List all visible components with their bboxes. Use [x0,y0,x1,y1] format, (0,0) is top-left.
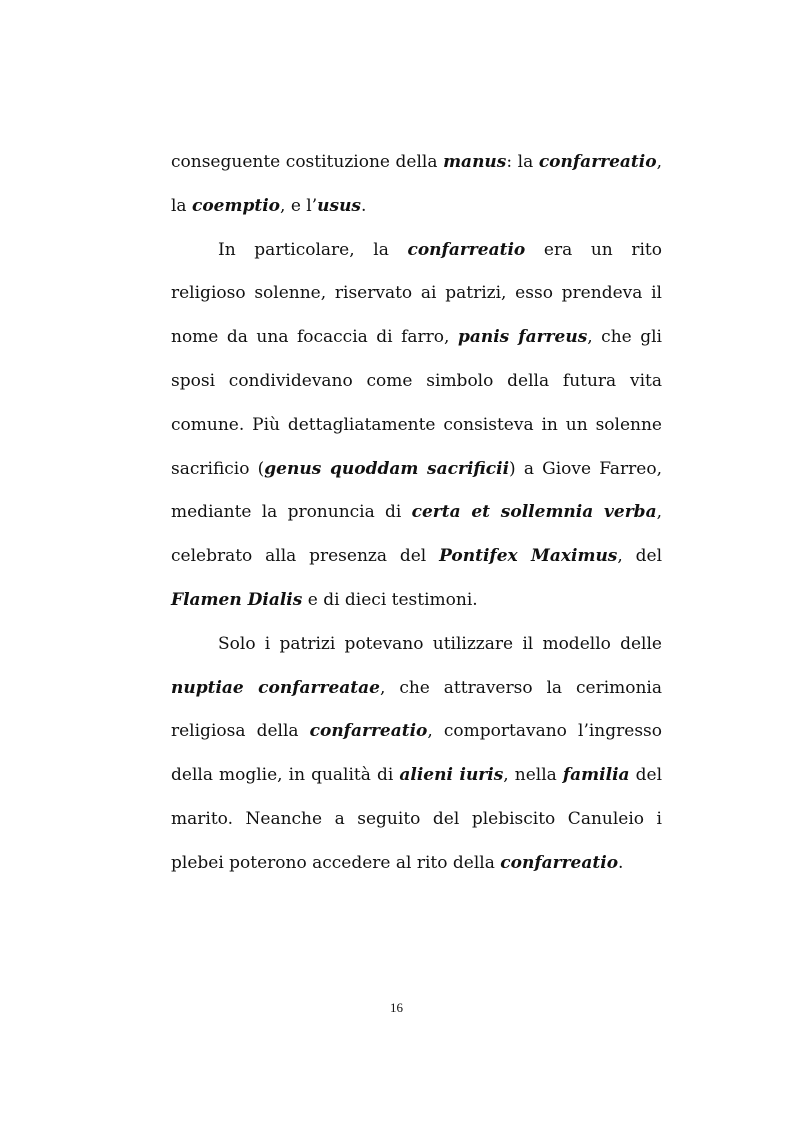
latin-term: nuptiae confarreatae [171,677,380,698]
text-run: , che gli sposi condividevano come simbolo della futura vita comune. Più dettagliatamente consisteva in un solenne sacrificio ( [171,327,662,479]
paragraph-2 [171,229,662,623]
text-run: . [361,195,367,216]
text-run: ) a Giove Farreo, mediante la pronuncia di [171,458,662,523]
latin-term: alieni iuris [399,765,504,786]
latin-term: panis farreus [457,327,588,348]
latin-term: confarreatio [309,721,428,742]
text-run: , comportavano l’ingresso della moglie, in qualità di [171,721,662,786]
latin-term: manus [443,152,507,172]
text-run: In particolare, la [218,239,408,260]
text-run: Solo i patrizi potevano utilizzare il modello delle [218,633,662,654]
text-run: . [618,852,624,873]
latin-term: usus [317,195,362,216]
text-run: : la [506,152,539,172]
text-run: , la [171,152,662,216]
body-text [171,141,662,886]
text-run: , che attraverso la cerimonia religiosa della [171,677,663,742]
text-run: , e l’ [280,195,318,216]
text-run: , celebrato alla presenza del [171,502,662,567]
latin-term: confarreatio [500,852,619,873]
latin-term: confarreatio [407,239,526,260]
text-run: del marito. Neanche a seguito del plebiscito Canuleio i plebei poterono accedere al rito della [171,765,663,873]
paragraph-1 [171,141,662,229]
latin-term: certa et sollemnia verba [411,502,657,523]
text-run: , del [617,546,663,567]
paragraph-3 [171,623,662,886]
latin-term: genus quoddam sacrificii [264,458,510,479]
text-run: era un rito religioso solenne, riservato ai patrizi, esso prendeva il nome da una focaccia di farro, [171,239,662,348]
latin-term: Pontifex Maximus [439,546,618,567]
page-number: 16 [390,1000,403,1015]
latin-term: confarreatio [538,152,657,172]
text-run: e di dieci testimoni. [302,589,478,610]
latin-term: familia [562,765,630,786]
text-run: conseguente costituzione della [171,152,444,172]
latin-term: Flamen Dialis [171,589,303,610]
text-run: , nella [503,765,563,786]
latin-term: coemptio [191,195,281,216]
